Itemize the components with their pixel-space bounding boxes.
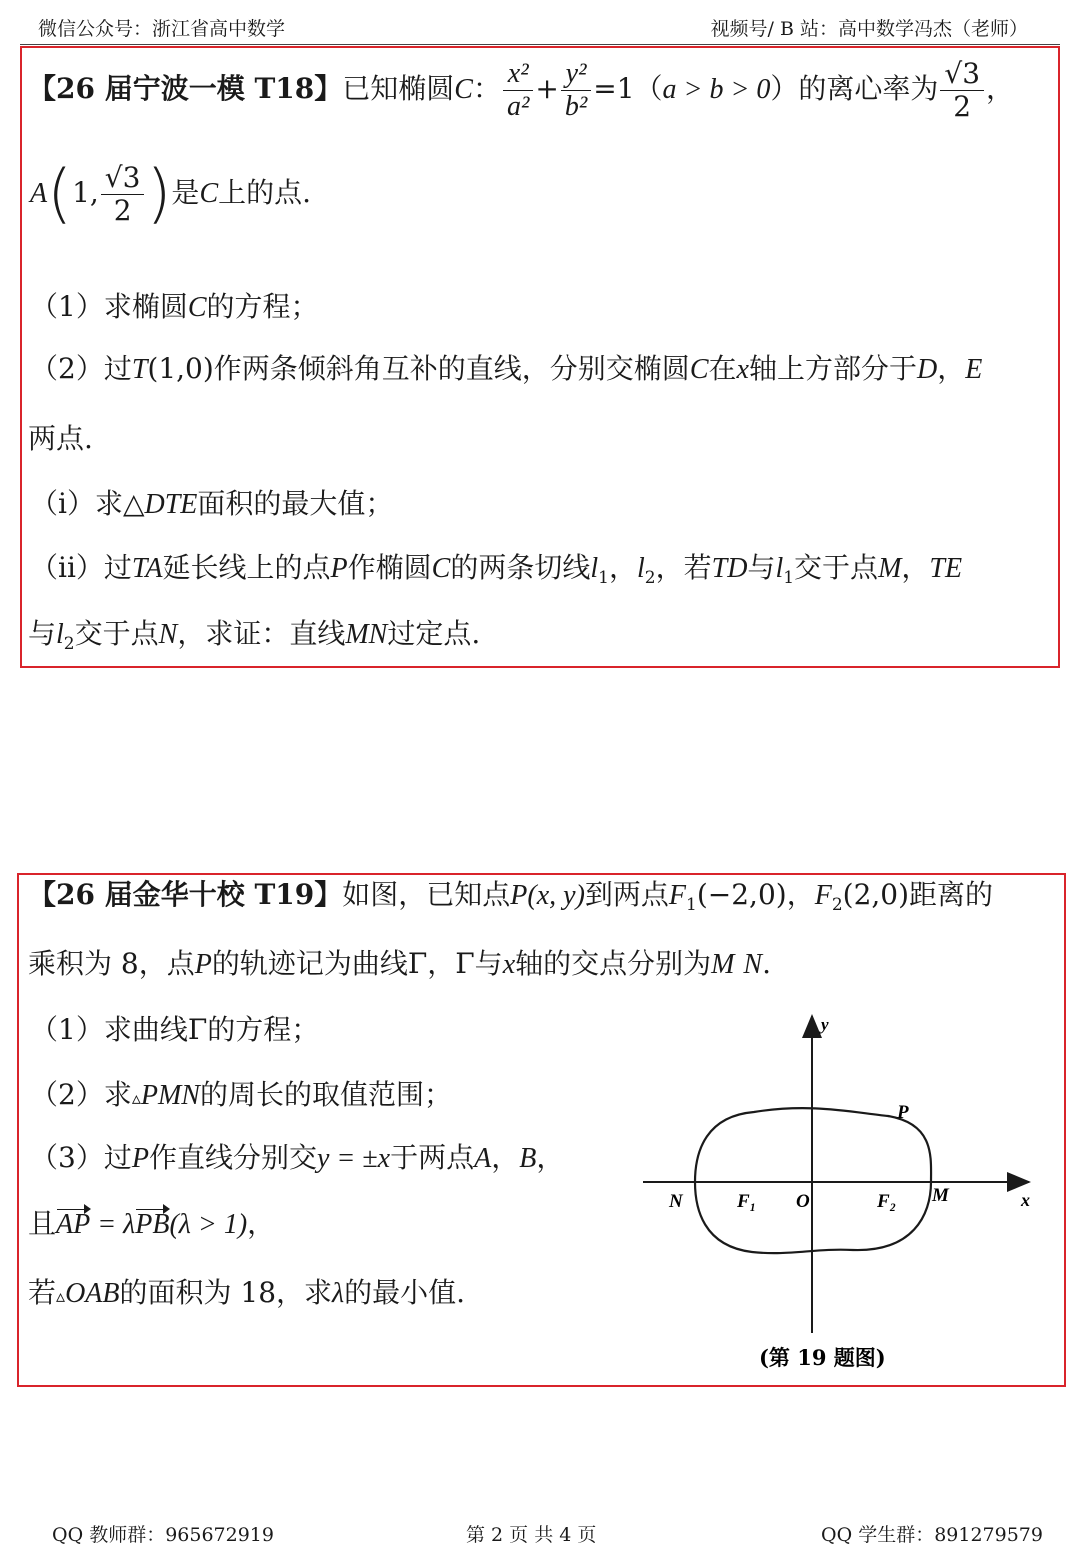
vector-AP: AP: [56, 1209, 91, 1240]
header-left: 微信公众号：浙江省高中数学: [38, 18, 286, 40]
footer-left: QQ 教师群：965672919: [52, 1524, 274, 1546]
header-divider: [20, 44, 1060, 45]
frac-x2-a2: $\frac{\text{x²}}{\text{a²}}$: [503, 58, 533, 123]
frac-eccentricity: $\frac{√3}{2}$: [940, 58, 984, 123]
frac-A-y: $\frac{√3}{2}$: [101, 162, 145, 227]
p2-q3-cont: 且AP = λPB(λ > 1)，: [28, 1207, 276, 1240]
label-P: P: [897, 1102, 909, 1123]
label-O: O: [796, 1191, 810, 1212]
right-paren: ): [146, 157, 172, 232]
p2-q2: （2）求▵PMN的周长的取值范围；: [30, 1078, 452, 1111]
label-F2: F₂: [877, 1191, 897, 1212]
p1-line2: A(1, $\frac{√3}{2}$ )是C上的点.: [30, 157, 312, 232]
vector-PB: PB: [135, 1209, 170, 1240]
p2-line2: 乘积为 8，点P的轨迹记为曲线Γ，Γ与x轴的交点分别为M N.: [28, 947, 771, 980]
figure-curve: [635, 1008, 1045, 1378]
p1-tag: 【26 届宁波一模 T18】: [28, 72, 343, 106]
p1-q2: （2）过T(1,0)作两条倾斜角互补的直线，分别交椭圆C在x轴上方部分于D，E: [30, 352, 983, 385]
p1-qi: （i）求△DTE面积的最大值；: [30, 487, 394, 520]
footer-page: 第 2 页 共 4 页: [466, 1524, 597, 1546]
p1-qii: （ii）过TA延长线上的点P作椭圆C的两条切线$l_1$，$l_2$，若TD与$l_1$交于点M，TE: [30, 551, 963, 588]
p1-q1: （1）求椭圆C的方程；: [30, 290, 319, 323]
p2-q3: （3）过P作直线分别交y = ±x于两点A，B，: [30, 1141, 565, 1174]
left-paren: (: [47, 157, 73, 232]
label-F1: F₁: [737, 1191, 757, 1212]
label-x: x: [1021, 1190, 1030, 1210]
figure-caption: (第 19 题图): [759, 1345, 886, 1370]
p2-q3-last: 若▵OAB的面积为 18，求λ的最小值.: [28, 1276, 466, 1309]
footer-right: QQ 学生群：891279579: [821, 1524, 1043, 1546]
p2-line1: 【26 届金华十校 T19】如图，已知点P(x, y)到两点$F_1(-2,0)$，$F_2(2,0)$距离的: [28, 878, 994, 915]
p1-qii-cont: 与$l_2$交于点N，求证：直线MN过定点.: [28, 617, 481, 654]
p1-q2-cont: 两点.: [28, 422, 93, 455]
label-N: N: [669, 1191, 683, 1212]
p2-q1: （1）求曲线Γ的方程；: [30, 1013, 320, 1046]
frac-y2-b2: $\frac{\text{y²}}{\text{b²}}$: [561, 58, 591, 123]
label-M: M: [932, 1185, 949, 1206]
header-right: 视频号/ B 站：高中数学冯杰（老师）: [710, 18, 1028, 40]
p2-tag: 【26 届金华十校 T19】: [28, 878, 343, 911]
p1-line1: 【26 届宁波一模 T18】已知椭圆C： $\frac{\text{x²}}{\text{a²}}$ + $\frac{\text{y²}}{\text{b²}}$ =1（a > b > 0）的离心率为 $\frac{√3}{2}$ ，: [28, 57, 1015, 124]
label-y: y: [821, 1015, 829, 1034]
curve-gamma: [695, 1108, 931, 1253]
